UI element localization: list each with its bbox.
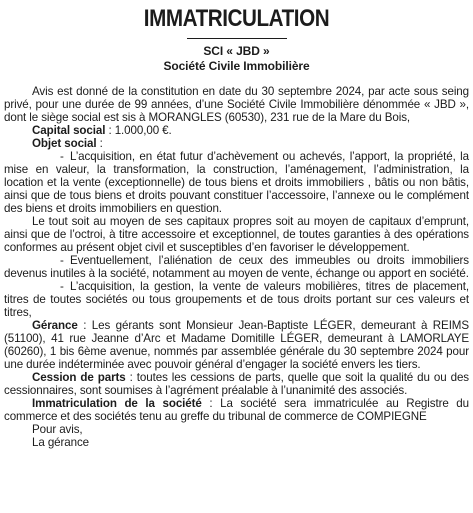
objet-item-4-text: L’acquisition, la gestion, la vente de valeurs mobilières, titres de placement, titres de toutes sociétés ou tous groupements et de tous droits portant sur ces valeurs et titres, xyxy=(4,280,469,319)
dash-marker: - xyxy=(60,150,64,163)
objet-heading xyxy=(4,137,469,150)
notice-body xyxy=(4,85,469,449)
objet-item-3-text: Eventuellement, l’aliénation de ceux des immeubles ou droits immobiliers devenus inutiles à la société, notamment au moyen de vente, échange ou apport en société. xyxy=(4,254,469,280)
gerance-label: Gérance xyxy=(32,319,78,332)
capital-value: : 1.000,00 €. xyxy=(105,124,172,137)
immatriculation-text: : La société sera immatriculée au Registre du commerce et des sociétés tenu au greffe du tribunal de commerce de COMPIEGNE xyxy=(4,397,469,423)
closing-line-2: La gérance xyxy=(32,436,90,449)
capital-label: Capital social xyxy=(32,124,106,137)
objet-item-1-text: L’acquisition, en état futur d’achèvement ou achevés, l’apport, la propriété, la mise en valeur, la transformation, la construction, l’aménagement, l’administration, la location et la vente (exceptionnelle) de tous biens et droits immobiliers , bâtis ou non bâtis, ainsi que de tous biens et droits pouvant constituer l’accessoire, l’annexe ou le complément des biens et droits immobiliers en question. xyxy=(4,150,469,215)
gerance-paragraph xyxy=(4,319,469,371)
objet-item-3 xyxy=(4,254,469,280)
cession-text: : toutes les cessions de parts, quelle que soit la qualité du ou des cessionnaires, sont soumises à l’agrément préalable à l’unanimité des associés. xyxy=(4,371,469,397)
dash-marker: - xyxy=(60,254,64,267)
intro-paragraph: Avis est donné de la constitution en date du 30 septembre 2024, par acte sous seing privé, pour une durée de 99 années, d’une Société Civile Immobilière dénommée « JBD », dont le siège social est sis à MORANGLES (60530), 231 rue de la Mare du Bois, xyxy=(4,85,469,124)
immatriculation-paragraph xyxy=(4,397,469,423)
cession-paragraph xyxy=(4,371,469,397)
objet-label: Objet social xyxy=(32,137,97,150)
title-divider xyxy=(187,38,287,39)
page-title: IMMATRICULATION xyxy=(143,5,330,32)
dash-marker: - xyxy=(60,280,64,293)
company-form: Société Civile Immobilière xyxy=(163,59,310,73)
objet-item-1 xyxy=(4,150,469,215)
immatriculation-label: Immatriculation de la société xyxy=(32,397,202,410)
objet-colon: : xyxy=(96,137,103,150)
objet-item-2: Le tout soit au moyen de ses capitaux propres soit au moyen de capitaux d’emprunt, ainsi que de l’octroi, à titre accessoire et exceptionnel, de toutes garanties à des opérations conformes au présent objet civil et susceptibles d’en favoriser le développement. xyxy=(4,215,469,254)
cession-label: Cession de parts xyxy=(32,371,126,384)
objet-item-4 xyxy=(4,280,469,319)
gerance-text: : Les gérants sont Monsieur Jean-Baptiste LÉGER, demeurant à REIMS (51100), 41 rue Jeanne d’Arc et Madame Domitille LÉGER, demeurant à LAMORLAYE (60260), 1 bis 6ème avenue, nommés par assemblée générale du 30 septembre 2024 pour une durée indéterminée avec pouvoir général d’engager la société envers les tiers. xyxy=(4,319,469,371)
company-name: SCI « JBD » xyxy=(203,44,270,58)
closing-line-1: Pour avis, xyxy=(32,423,83,436)
capital-paragraph xyxy=(4,124,469,137)
